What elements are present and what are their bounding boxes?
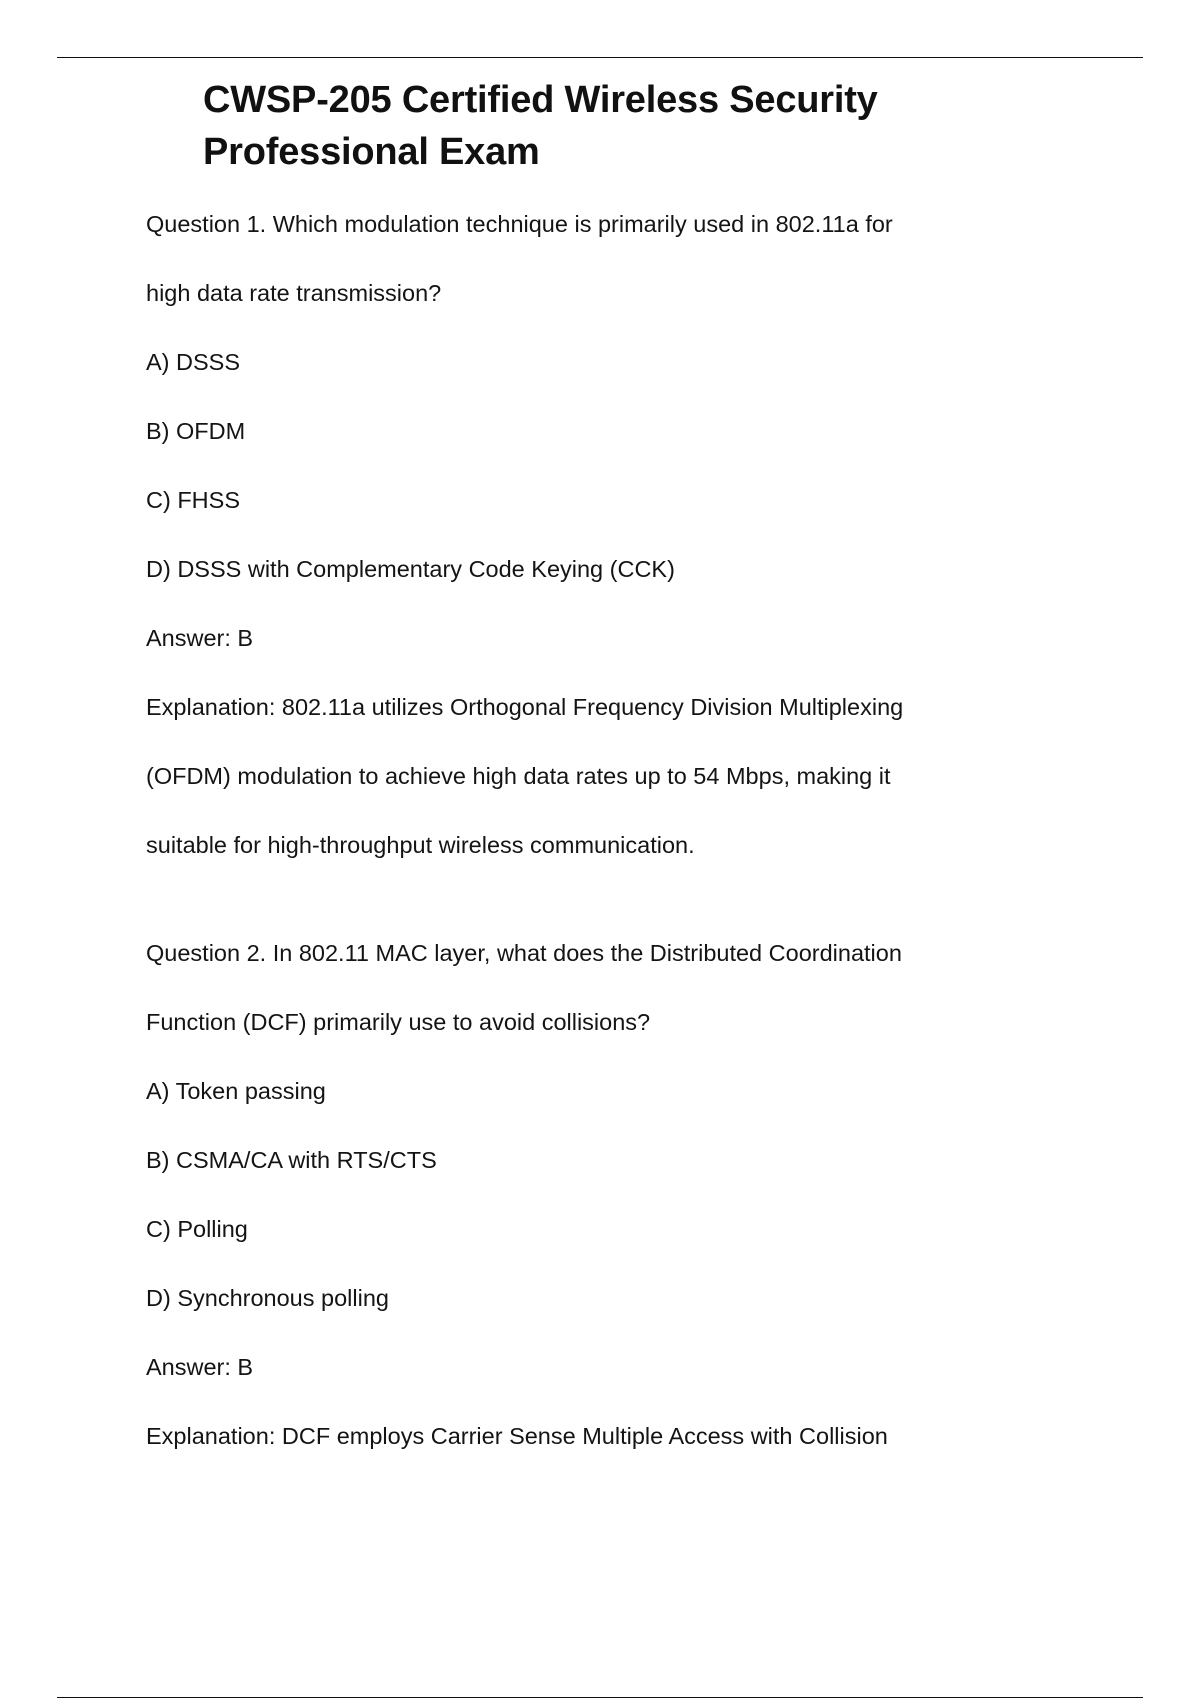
- question-1-explanation-line-2: (OFDM) modulation to achieve high data rates up to 54 Mbps, making it: [146, 763, 891, 789]
- page-title-line-1: CWSP-205 Certified Wireless Security: [203, 79, 878, 121]
- question-2-option-b: B) CSMA/CA with RTS/CTS: [146, 1147, 437, 1173]
- question-2-option-c: C) Polling: [146, 1216, 248, 1242]
- question-1-explanation-line-1: Explanation: 802.11a utilizes Orthogonal Frequency Division Multiplexing: [146, 694, 904, 720]
- question-1-option-a: A) DSSS: [146, 349, 241, 375]
- question-1-text-line-1: Question 1. Which modulation technique is primarily used in 802.11a for: [146, 211, 893, 237]
- page-title-line-2: Professional Exam: [203, 131, 540, 173]
- question-2-text-line-2: Function (DCF) primarily use to avoid collisions?: [146, 1009, 651, 1035]
- question-2-option-a: A) Token passing: [146, 1078, 326, 1104]
- question-2: [146, 932, 1096, 1484]
- question-2-answer: Answer: B: [146, 1354, 254, 1380]
- top-divider: [57, 57, 1143, 58]
- question-2-explanation-line-1: Explanation: DCF employs Carrier Sense Multiple Access with Collision: [146, 1423, 888, 1449]
- question-1: [146, 203, 1096, 893]
- question-1-answer: Answer: B: [146, 625, 254, 651]
- exam-content: [146, 203, 1096, 1484]
- question-2-text-line-1: Question 2. In 802.11 MAC layer, what does the Distributed Coordination: [146, 940, 902, 966]
- question-1-option-d: D) DSSS with Complementary Code Keying (CCK): [146, 556, 675, 582]
- page-title: [203, 74, 963, 178]
- question-1-option-c: C) FHSS: [146, 487, 240, 513]
- bottom-divider: [57, 1697, 1143, 1698]
- question-1-text-line-2: high data rate transmission?: [146, 280, 442, 306]
- question-1-explanation-line-3: suitable for high-throughput wireless communication.: [146, 832, 695, 858]
- question-1-option-b: B) OFDM: [146, 418, 246, 444]
- question-2-option-d: D) Synchronous polling: [146, 1285, 389, 1311]
